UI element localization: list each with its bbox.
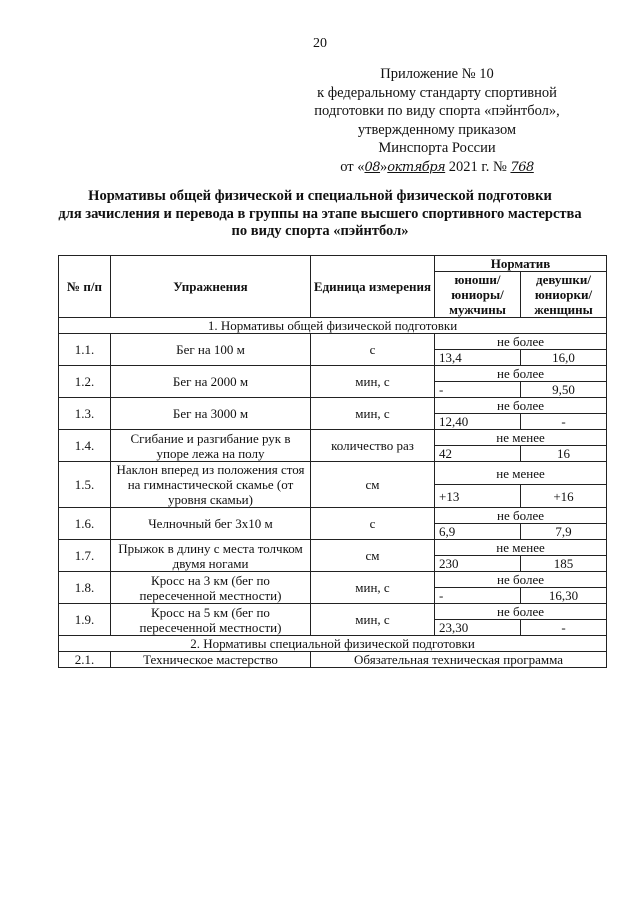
appendix-date-line <box>292 158 582 178</box>
row-condition: не более <box>435 604 607 620</box>
row-exercise: Кросс на 3 км (бег по пересеченной местности) <box>111 572 311 604</box>
section-2-heading: 2. Нормативы специальной физической подготовки <box>59 636 607 652</box>
appendix-line: подготовки по виду спорта «пэйнтбол», <box>314 103 560 119</box>
date-mid: » <box>380 158 388 175</box>
row-exercise: Бег на 100 м <box>111 334 311 366</box>
table-row <box>59 508 607 524</box>
date-day: 08 <box>364 159 381 175</box>
row-value-male: 23,30 <box>435 620 521 636</box>
date-year: 2021 г. № <box>448 158 507 175</box>
row-condition: не менее <box>435 462 607 485</box>
header-exercise: Упражнения <box>111 256 311 318</box>
appendix-line: Приложение № 10 <box>380 66 494 82</box>
row-condition: не более <box>435 508 607 524</box>
row-value-male: 230 <box>435 556 521 572</box>
row-value-female: 9,50 <box>521 382 607 398</box>
row-value-male: 13,4 <box>435 350 521 366</box>
row-value-male: 12,40 <box>435 414 521 430</box>
table-row <box>59 604 607 620</box>
table-row <box>59 572 607 588</box>
header-male: юноши/ юниоры/ мужчины <box>435 272 521 318</box>
row-unit: см <box>311 462 435 508</box>
row-unit: с <box>311 508 435 540</box>
row-value-female: 185 <box>521 556 607 572</box>
row-exercise: Челночный бег 3х10 м <box>111 508 311 540</box>
row-exercise: Техническое мастерство <box>111 652 311 668</box>
row-unit: с <box>311 334 435 366</box>
row-value-male: - <box>435 588 521 604</box>
row-condition: не более <box>435 366 607 382</box>
row-value-female: 16,30 <box>521 588 607 604</box>
appendix-block <box>292 65 582 177</box>
row-exercise: Бег на 2000 м <box>111 366 311 398</box>
row-unit: мин, с <box>311 572 435 604</box>
date-month: октября <box>387 159 446 175</box>
row-unit: см <box>311 540 435 572</box>
page-number: 20 <box>313 36 327 51</box>
row-exercise: Бег на 3000 м <box>111 398 311 430</box>
appendix-line: утвержденному приказом <box>357 121 517 138</box>
row-num: 1.4. <box>59 430 111 462</box>
row-condition: не более <box>435 334 607 350</box>
appendix-line: к федеральному стандарту спортивной <box>317 84 557 101</box>
row-num: 1.6. <box>59 508 111 540</box>
norms-table <box>58 255 607 668</box>
table-row <box>59 540 607 556</box>
row-num: 1.3. <box>59 398 111 430</box>
row-unit: мин, с <box>311 604 435 636</box>
row-exercise: Наклон вперед из положения стоя на гимнастической скамье (от уровня скамьи) <box>111 462 311 508</box>
row-value-male: - <box>435 382 521 398</box>
row-num: 2.1. <box>59 652 111 668</box>
document-title <box>40 188 600 241</box>
row-exercise: Сгибание и разгибание рук в упоре лежа на полу <box>111 430 311 462</box>
doc-number: 768 <box>510 159 534 175</box>
row-exercise: Прыжок в длину с места толчком двумя ногами <box>111 540 311 572</box>
header-num: № п/п <box>59 256 111 318</box>
table-row <box>59 430 607 446</box>
header-unit: Единица измерения <box>311 256 435 318</box>
row-num: 1.1. <box>59 334 111 366</box>
row-condition: не менее <box>435 430 607 446</box>
row-unit: мин, с <box>311 398 435 430</box>
table-row <box>59 398 607 414</box>
row-value-male: +13 <box>435 485 521 508</box>
table-row <box>59 462 607 485</box>
row-num: 1.2. <box>59 366 111 398</box>
row-value-female: 16,0 <box>521 350 607 366</box>
header-norm: Норматив <box>435 256 607 272</box>
table-row <box>59 334 607 350</box>
row-unit: мин, с <box>311 366 435 398</box>
row-condition: не более <box>435 398 607 414</box>
title-line: для зачисления и перевода в группы на этапе высшего спортивного мастерства <box>58 205 582 222</box>
row-num: 1.8. <box>59 572 111 604</box>
row-exercise: Кросс на 5 км (бег по пересеченной местности) <box>111 604 311 636</box>
date-prefix: от « <box>340 158 365 175</box>
row-value-female: 7,9 <box>521 524 607 540</box>
row-value-female: +16 <box>521 485 607 508</box>
row-unit: количество раз <box>311 430 435 462</box>
table-row <box>59 366 607 382</box>
row-value-female: 16 <box>521 446 607 462</box>
row-num: 1.5. <box>59 462 111 508</box>
row-norm: Обязательная техническая программа <box>311 652 607 668</box>
row-condition: не более <box>435 572 607 588</box>
row-value-male: 42 <box>435 446 521 462</box>
appendix-line: Минспорта России <box>378 140 496 156</box>
row-condition: не менее <box>435 540 607 556</box>
title-line: по виду спорта «пэйнтбол» <box>231 223 409 239</box>
header-female: девушки/ юниорки/ женщины <box>521 272 607 318</box>
row-num: 1.7. <box>59 540 111 572</box>
title-line: Нормативы общей физической и специальной физической подготовки <box>88 188 552 204</box>
row-num: 1.9. <box>59 604 111 636</box>
section-1-heading: 1. Нормативы общей физической подготовки <box>59 318 607 334</box>
row-value-female: - <box>521 620 607 636</box>
row-value-male: 6,9 <box>435 524 521 540</box>
row-value-female: - <box>521 414 607 430</box>
